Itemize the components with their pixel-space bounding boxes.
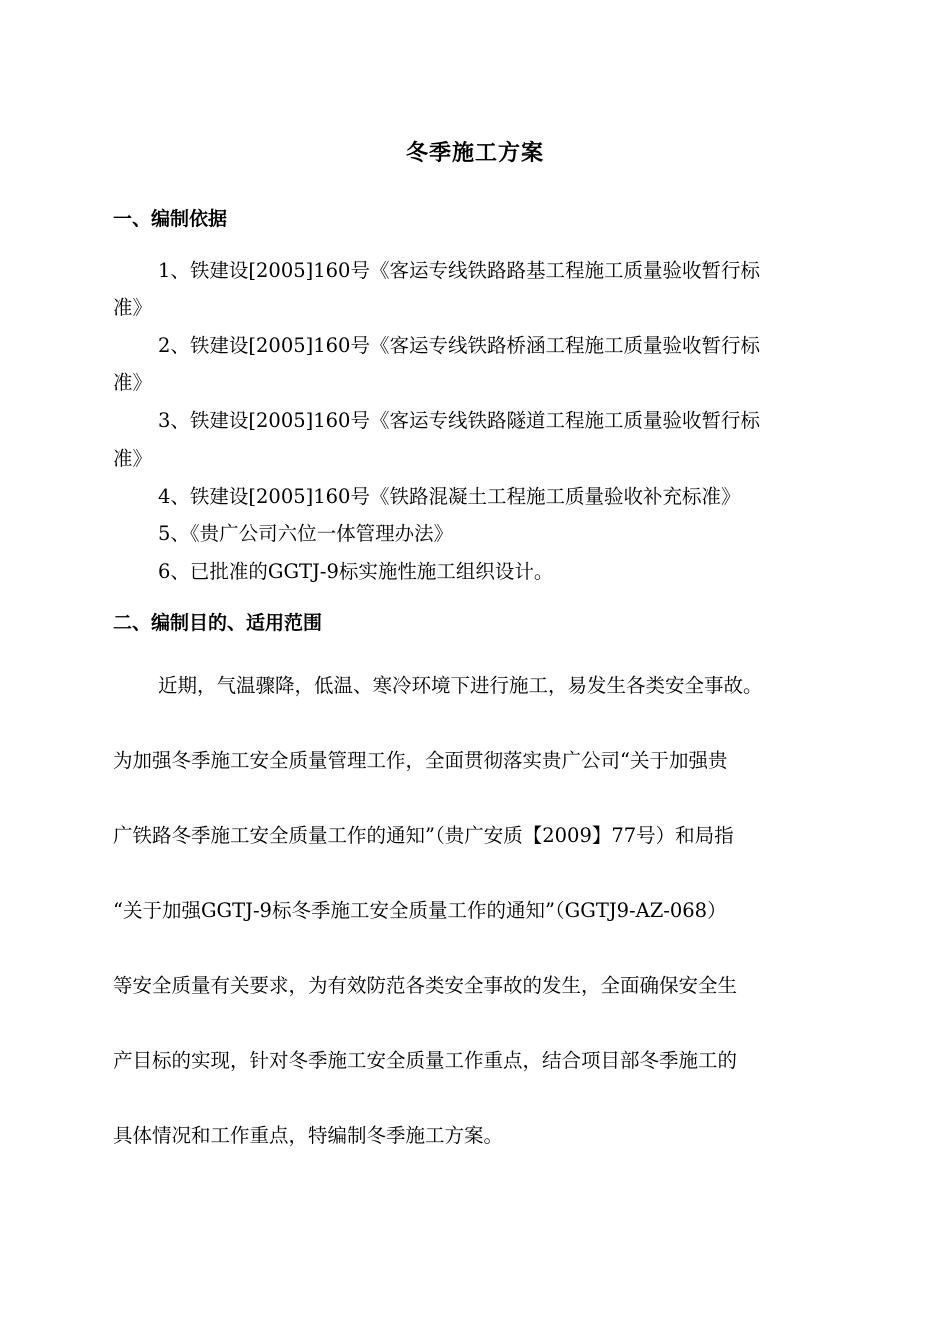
purpose-line-3: 广铁路冬季施工安全质量工作的通知”（贵广安质【2009】77号）和局指 xyxy=(113,824,734,847)
purpose-line-5: 等安全质量有关要求，为有效防范各类安全事故的发生，全面确保安全生 xyxy=(113,974,738,997)
purpose-line-7: 具体情况和工作重点，特编制冬季施工方案。 xyxy=(113,1124,504,1147)
basis-item-2-cont: 准》 xyxy=(113,371,153,394)
basis-item-3: 3、铁建设[2005]160号《客运专线铁路隧道工程施工质量验收暂行标 xyxy=(158,409,760,432)
purpose-line-6: 产目标的实现，针对冬季施工安全质量工作重点，结合项目部冬季施工的 xyxy=(113,1049,738,1072)
basis-item-4: 4、铁建设[2005]160号《铁路混凝土工程施工质量验收补充标准》 xyxy=(158,485,741,508)
section-1-heading: 一、编制依据 xyxy=(113,208,228,230)
page-title: 冬季施工方案 xyxy=(405,141,544,166)
basis-item-6: 6、已批准的GGTJ-9标实施性施工组织设计。 xyxy=(158,560,554,583)
purpose-line-4: “关于加强GGTJ-9标冬季施工安全质量工作的通知”（GGTJ9-AZ-068） xyxy=(113,899,727,922)
basis-item-1: 1、铁建设[2005]160号《客运专线铁路路基工程施工质量验收暂行标 xyxy=(158,259,760,282)
basis-item-3-cont: 准》 xyxy=(113,447,153,470)
basis-item-2: 2、铁建设[2005]160号《客运专线铁路桥涵工程施工质量验收暂行标 xyxy=(158,334,760,357)
basis-item-5: 5、《贵广公司六位一体管理办法》 xyxy=(158,522,454,545)
basis-item-1-cont: 准》 xyxy=(113,296,153,319)
purpose-line-1: 近期，气温骤降，低温、寒冷环境下进行施工，易发生各类安全事故。 xyxy=(158,674,763,697)
purpose-line-2: 为加强冬季施工安全质量管理工作，全面贯彻落实贵广公司“关于加强贵 xyxy=(113,749,728,772)
section-2-heading: 二、编制目的、适用范围 xyxy=(113,612,323,634)
